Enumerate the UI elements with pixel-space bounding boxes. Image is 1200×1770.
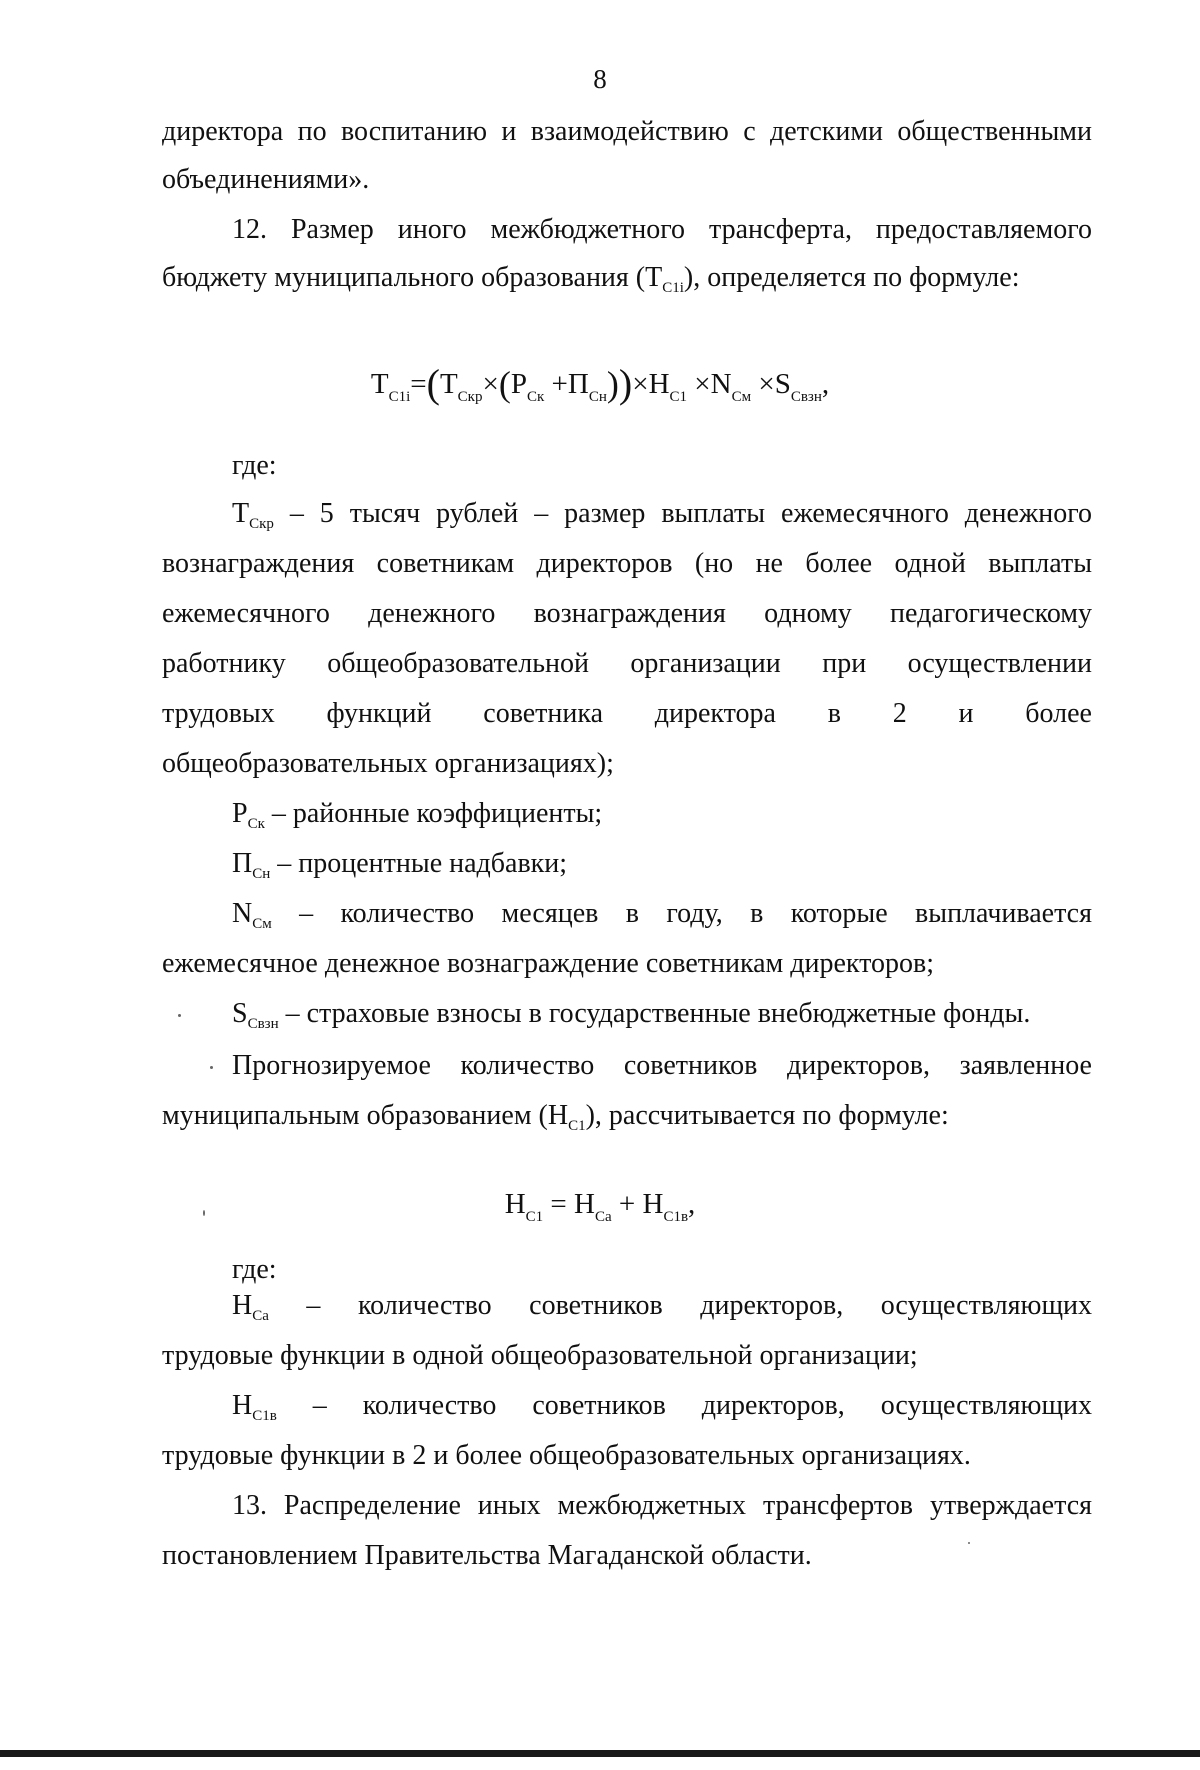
where-label: где: <box>232 450 277 481</box>
text-line: директора по воспитанию и взаимодействию с детскими общественными <box>162 116 1092 147</box>
paragraph-13-line: 13. Распределение иных межбюджетных трансфертов утверждается <box>232 1490 1092 1521</box>
scan-speck <box>178 1014 181 1017</box>
definition-nsm: $N_{См}$ – количество месяцев в году, в которые выплачивается <box>232 898 1092 932</box>
definition-psn: $П_{Сн}$ – процентные надбавки; <box>232 848 568 882</box>
text-line: вознаграждения советникам директоров (но не более одной выплаты <box>162 548 1092 579</box>
scan-speck <box>210 1066 213 1069</box>
scan-speck <box>968 1542 970 1544</box>
text-line: ежемесячное денежное вознаграждение советникам директоров; <box>162 948 935 979</box>
text-line: трудовые функции в одной общеобразовательной организации; <box>162 1340 918 1371</box>
text-line: муниципальным образованием $(Н_{С1})$, рассчитывается по формуле: <box>162 1100 949 1134</box>
where-label: где: <box>232 1254 277 1285</box>
definition-ssvzn: $S_{Свзн}$ – страховые взносы в государственные внебюджетные фонды. <box>232 998 1031 1032</box>
text-line: общеобразовательных организациях); <box>162 748 614 779</box>
page-number: 8 <box>593 64 607 94</box>
text-line: объединениями». <box>162 164 370 195</box>
text-line: работнику общеобразовательной организации при осуществлении <box>162 648 1092 679</box>
paragraph-12-line: 12. Размер иного межбюджетного трансферта, предоставляемого <box>232 214 1092 245</box>
definition-hs1v: $Н_{С1в}$ – количество советников директоров, осуществляющих <box>232 1390 1092 1424</box>
formula-transfer-size: $Т_{C1i}=(Т_{Скр}\times(Р_{Ск} +П_{Сн}))\times Н_{С1} \times N_{См} \times S_{Свзн}$, <box>370 361 830 406</box>
forecast-paragraph: Прогнозируемое количество советников директоров, заявленное <box>232 1050 1092 1081</box>
text-line: ежемесячного денежного вознаграждения одному педагогическому <box>162 598 1092 629</box>
definition-tskr: $Т_{Скр} - 5$ тысяч рублей – размер выплаты ежемесячного денежного <box>232 498 1092 532</box>
text-line: бюджету муниципального образования $(Т_{C1i})$, определяется по формуле: <box>162 262 1020 296</box>
text-line: трудовые функции в 2 и более общеобразовательных организациях. <box>162 1440 971 1471</box>
formula-advisor-count: $Н_{С1} = Н_{Са} + Н_{С1в}$, <box>504 1188 696 1225</box>
definition-rsk: $Р_{Ск}$ – районные коэффициенты; <box>232 798 603 832</box>
text-line: постановлением Правительства Магаданской области. <box>162 1540 812 1571</box>
definition-hsa: $Н_{Са}$ – количество советников директоров, осуществляющих <box>232 1290 1092 1324</box>
scan-speck <box>203 1210 205 1216</box>
text-line: трудовых функций советника директора в 2 и более <box>162 698 1092 729</box>
bottom-scan-border <box>0 1750 1200 1757</box>
